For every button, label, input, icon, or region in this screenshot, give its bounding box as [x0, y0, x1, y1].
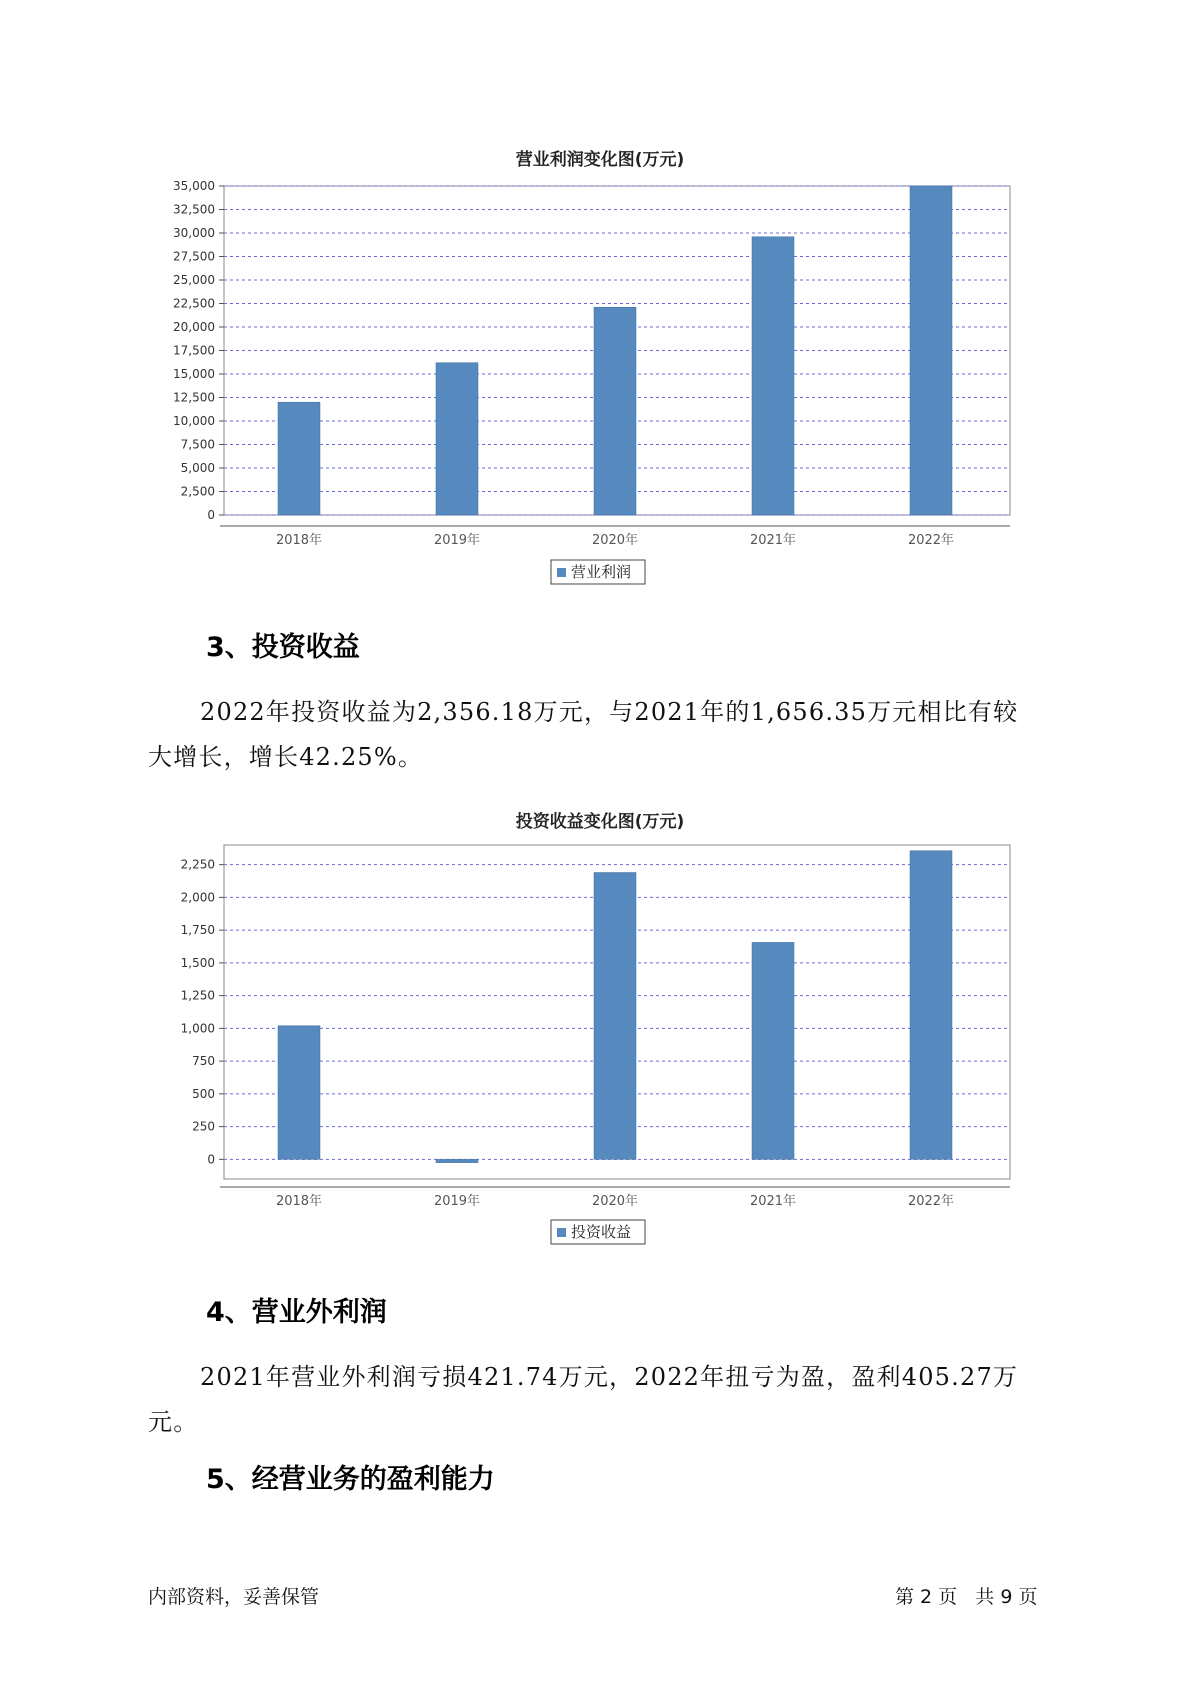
y-tick-label: 1,500 — [180, 955, 215, 970]
x-tick-label: 2020年 — [591, 1194, 639, 1209]
investment-income-chart — [0, 830, 1191, 1250]
chart-title: 营业利润变化图(万元) — [515, 150, 685, 170]
y-tick-label: 35,000 — [173, 179, 215, 193]
y-tick-label: 25,000 — [173, 273, 215, 287]
y-tick-label: 10,000 — [173, 414, 215, 428]
y-tick-label: 17,500 — [173, 343, 215, 358]
y-tick-label: 12,500 — [173, 390, 215, 405]
paragraph-line: 2021年营业外利润亏损421.74万元，2022年扭亏为盈，盈利405.27万 — [200, 1363, 1019, 1391]
y-tick-label: 15,000 — [173, 367, 215, 381]
x-tick-label: 2020年 — [591, 533, 639, 548]
x-tick-label: 2019年 — [433, 533, 481, 548]
y-tick-label: 7,500 — [180, 437, 215, 452]
operating-profit-chart — [0, 170, 1191, 590]
y-tick-label: 2,250 — [180, 857, 215, 872]
y-tick-label: 250 — [192, 1119, 215, 1134]
y-tick-label: 1,750 — [180, 923, 215, 938]
bar — [910, 186, 952, 515]
x-tick-label: 2018年 — [275, 1194, 323, 1209]
bar — [910, 851, 952, 1160]
y-tick-label: 20,000 — [173, 320, 215, 334]
section-heading: 3、投资收益 — [206, 632, 360, 663]
y-tick-label: 27,500 — [173, 249, 215, 264]
bar — [436, 1159, 478, 1162]
x-tick-label: 2022年 — [907, 533, 955, 548]
x-tick-label: 2019年 — [433, 1194, 481, 1209]
section-heading: 4、营业外利润 — [206, 1297, 387, 1328]
y-tick-label: 5,000 — [180, 461, 215, 475]
y-tick-label: 750 — [192, 1054, 215, 1069]
section-heading: 5、经营业务的盈利能力 — [206, 1464, 495, 1495]
y-tick-label: 0 — [207, 1152, 215, 1167]
x-tick-label: 2022年 — [907, 1194, 955, 1209]
y-tick-label: 32,500 — [173, 202, 215, 217]
legend-label: 营业利润 — [571, 563, 632, 581]
y-tick-label: 2,000 — [180, 890, 215, 905]
legend-label: 投资收益 — [571, 1223, 632, 1241]
bar — [594, 307, 636, 515]
bar — [278, 1026, 320, 1160]
chart-title: 投资收益变化图(万元) — [515, 812, 685, 832]
x-tick-label: 2018年 — [275, 533, 323, 548]
paragraph-line: 2022年投资收益为2,356.18万元，与2021年的1,656.35万元相比有较 — [200, 698, 1019, 726]
bar — [752, 942, 794, 1159]
bar — [278, 402, 320, 515]
x-tick-label: 2021年 — [749, 1194, 797, 1209]
x-tick-label: 2021年 — [749, 533, 797, 548]
paragraph-line: 大增长，增长42.25%。 — [148, 743, 424, 771]
bar — [594, 873, 636, 1160]
y-tick-label: 1,250 — [180, 988, 215, 1003]
y-tick-label: 30,000 — [173, 226, 215, 240]
y-tick-label: 500 — [192, 1086, 215, 1101]
page-number: 第 2 页 共 9 页 — [895, 1586, 1038, 1608]
y-tick-label: 0 — [207, 508, 215, 522]
y-tick-label: 22,500 — [173, 296, 215, 311]
paragraph-line: 元。 — [148, 1408, 199, 1436]
y-tick-label: 2,500 — [180, 484, 215, 499]
bar — [436, 363, 478, 515]
footer-note: 内部资料，妥善保管 — [148, 1586, 320, 1608]
y-tick-label: 1,000 — [180, 1021, 215, 1036]
bar — [752, 237, 794, 515]
legend-swatch — [557, 568, 566, 577]
legend-swatch — [557, 1228, 566, 1237]
